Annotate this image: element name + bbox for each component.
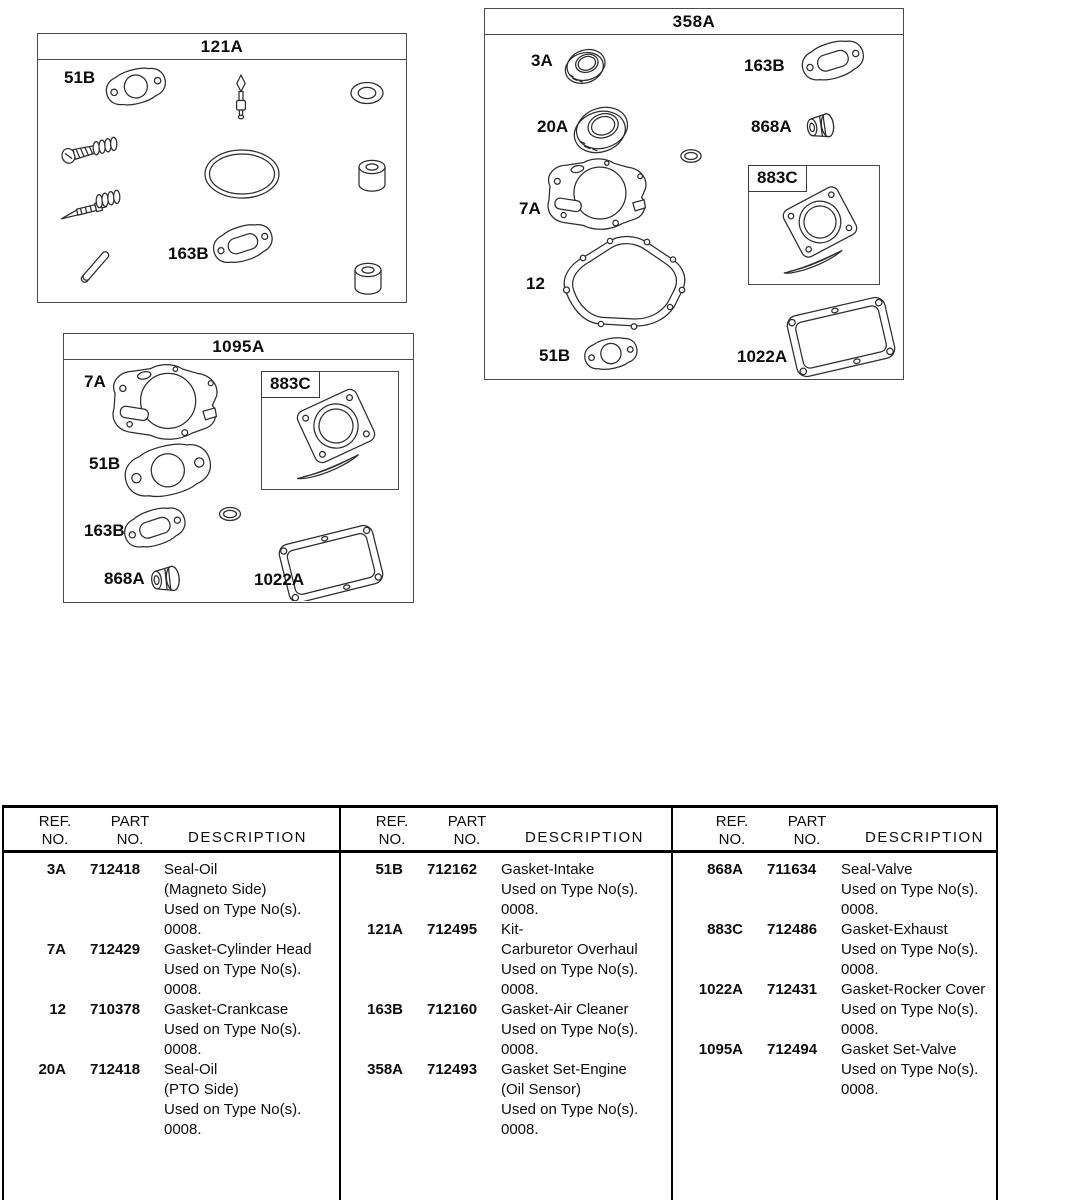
- sub-box-883C: [748, 165, 880, 285]
- gasket-rocker-cover-drawing: [785, 296, 896, 379]
- seal-valve-drawing: [806, 113, 835, 139]
- table-row: [341, 1000, 671, 1060]
- table-row: [673, 920, 1000, 980]
- gasket-intake-drawing: [582, 333, 640, 373]
- ref-no-header: REF. NO.: [38, 813, 72, 848]
- table-column-2: [339, 853, 671, 1200]
- table-row: [4, 1000, 339, 1060]
- header-group-1: [4, 808, 339, 850]
- description-header: DESCRIPTION: [525, 829, 645, 846]
- ref-no: 163B: [367, 1001, 403, 1018]
- part-no: 712495: [427, 921, 478, 938]
- part-no-header: PART NO.: [110, 813, 150, 848]
- part-label-1022A: 1022A: [737, 347, 788, 366]
- header-group-3: [671, 808, 1000, 850]
- part-no: 712418: [90, 1061, 141, 1078]
- ref-no: 121A: [367, 921, 403, 938]
- description: Gasket-Intake Used on Type No(s). 0008.: [501, 861, 639, 918]
- part-no: 711634: [767, 861, 817, 878]
- table-column-1: [4, 853, 339, 1200]
- o-ring-small-drawing: [681, 150, 701, 163]
- header-group-2: [339, 808, 671, 850]
- parts-group-box-1095A: [63, 333, 414, 603]
- table-column-3: [671, 853, 1000, 1200]
- description: Kit- Carburetor Overhaul Used on Type No(s). 0008.: [501, 921, 639, 998]
- part-label-163B: 163B: [744, 56, 785, 75]
- ref-no: 1095A: [698, 1041, 743, 1058]
- part-label-51B: 51B: [89, 454, 121, 473]
- ref-no-header: REF. NO.: [715, 813, 749, 848]
- description: Gasket-Air Cleaner Used on Type No(s). 0008.: [501, 1001, 639, 1058]
- description: Gasket-Rocker Cover Used on Type No(s). 0008.: [841, 981, 986, 1038]
- ref-no: 358A: [367, 1061, 403, 1078]
- parts-table-body: [4, 853, 996, 1200]
- description: Gasket-Crankcase Used on Type No(s). 0008.: [164, 1001, 302, 1058]
- part-no: 712431: [767, 981, 818, 998]
- part-no-header: PART NO.: [787, 813, 827, 848]
- part-label-883C: 883C: [261, 371, 320, 398]
- description: Seal-Valve Used on Type No(s). 0008.: [841, 861, 979, 918]
- ref-no: 868A: [707, 861, 743, 878]
- ref-no: 20A: [38, 1061, 66, 1078]
- part-label-163B: 163B: [168, 244, 209, 263]
- part-no: 712418: [90, 861, 141, 878]
- group-title-358A: 358A: [485, 9, 903, 35]
- spring-drawing: [93, 189, 122, 209]
- table-row: [341, 1060, 671, 1140]
- gasket-cylinder-head-drawing: [548, 159, 646, 229]
- gasket-air-cleaner-drawing: [209, 218, 277, 269]
- spring-drawing: [90, 136, 119, 156]
- ref-no: 12: [49, 1001, 66, 1018]
- description: Seal-Oil (Magneto Side) Used on Type No(s). 0008.: [164, 861, 302, 938]
- ref-no: 3A: [46, 861, 66, 878]
- part-label-7A: 7A: [519, 199, 541, 218]
- part-label-3A: 3A: [531, 51, 553, 70]
- parts-group-box-358A: [484, 8, 904, 380]
- part-label-163B: 163B: [84, 521, 125, 540]
- part-no: 712429: [90, 941, 141, 958]
- table-row: [4, 940, 339, 1000]
- washer-drawing: [351, 83, 383, 104]
- table-row: [341, 920, 671, 1000]
- table-row: [341, 860, 671, 920]
- part-label-51B: 51B: [64, 68, 96, 87]
- gasket-air-cleaner-drawing: [798, 35, 868, 87]
- seal-oil-pto-drawing: [568, 101, 634, 159]
- o-ring-small-drawing: [220, 508, 241, 521]
- carburetor-kit-drawing: [38, 60, 406, 302]
- part-no: 712493: [427, 1061, 478, 1078]
- description: Gasket-Cylinder Head Used on Type No(s). 0008.: [164, 941, 312, 998]
- o-ring-large-drawing: [205, 150, 279, 198]
- part-label-883C: 883C: [748, 165, 807, 192]
- ref-no-header: REF. NO.: [375, 813, 409, 848]
- part-no-header: PART NO.: [447, 813, 487, 848]
- part-label-868A: 868A: [104, 569, 145, 588]
- ref-no: 7A: [46, 941, 66, 958]
- group-title-121A: 121A: [38, 34, 406, 60]
- part-label-12: 12: [526, 274, 545, 293]
- table-row: [673, 860, 1000, 920]
- part-no: 712494: [767, 1041, 818, 1058]
- description: Gasket Set-Engine (Oil Sensor) Used on Type No(s). 0008.: [501, 1061, 639, 1138]
- parts-table: [2, 805, 998, 1200]
- idle-screw-drawing: [60, 142, 97, 165]
- part-label-51B: 51B: [539, 346, 571, 365]
- gasket-exhaust-drawing: [781, 184, 859, 259]
- description-header: DESCRIPTION: [865, 829, 985, 846]
- parts-table-header: [4, 808, 996, 853]
- description: Gasket Set-Valve Used on Type No(s). 0008.: [841, 1041, 979, 1098]
- gasket-intake-drawing: [120, 436, 216, 504]
- table-row: [673, 980, 1000, 1040]
- part-label-1022A: 1022A: [254, 570, 305, 589]
- pin-drawing: [80, 250, 110, 283]
- gasket-exhaust-drawing: [295, 387, 377, 465]
- part-label-7A: 7A: [84, 372, 106, 391]
- seal-valve-drawing: [150, 566, 180, 593]
- table-row: [4, 1060, 339, 1140]
- table-row: [673, 1040, 1000, 1100]
- ref-no: 51B: [375, 861, 403, 878]
- description: Seal-Oil (PTO Side) Used on Type No(s). 0008.: [164, 1061, 302, 1138]
- sub-box-883C: [261, 371, 399, 490]
- seal-oil-magneto-drawing: [561, 45, 610, 88]
- gasket-crankcase-drawing: [564, 236, 685, 329]
- description-header: DESCRIPTION: [188, 829, 308, 846]
- needle-valve-drawing: [237, 75, 246, 119]
- description: Gasket-Exhaust Used on Type No(s). 0008.: [841, 921, 979, 978]
- gasket-air-cleaner-drawing: [120, 501, 190, 553]
- part-no: 712486: [767, 921, 818, 938]
- gasket-cylinder-head-drawing: [113, 365, 217, 440]
- group-title-1095A: 1095A: [64, 334, 413, 360]
- table-row: [4, 860, 339, 940]
- part-no: 710378: [90, 1001, 141, 1018]
- bushing-drawing: [355, 263, 381, 294]
- part-no: 712162: [427, 861, 478, 878]
- parts-group-box-121A: [37, 33, 407, 303]
- gasket-intake-drawing: [102, 62, 169, 110]
- part-label-20A: 20A: [537, 117, 569, 136]
- part-no: 712160: [427, 1001, 478, 1018]
- bushing-drawing: [359, 160, 385, 191]
- ref-no: 883C: [707, 921, 743, 938]
- part-label-868A: 868A: [751, 117, 792, 136]
- ref-no: 1022A: [698, 981, 743, 998]
